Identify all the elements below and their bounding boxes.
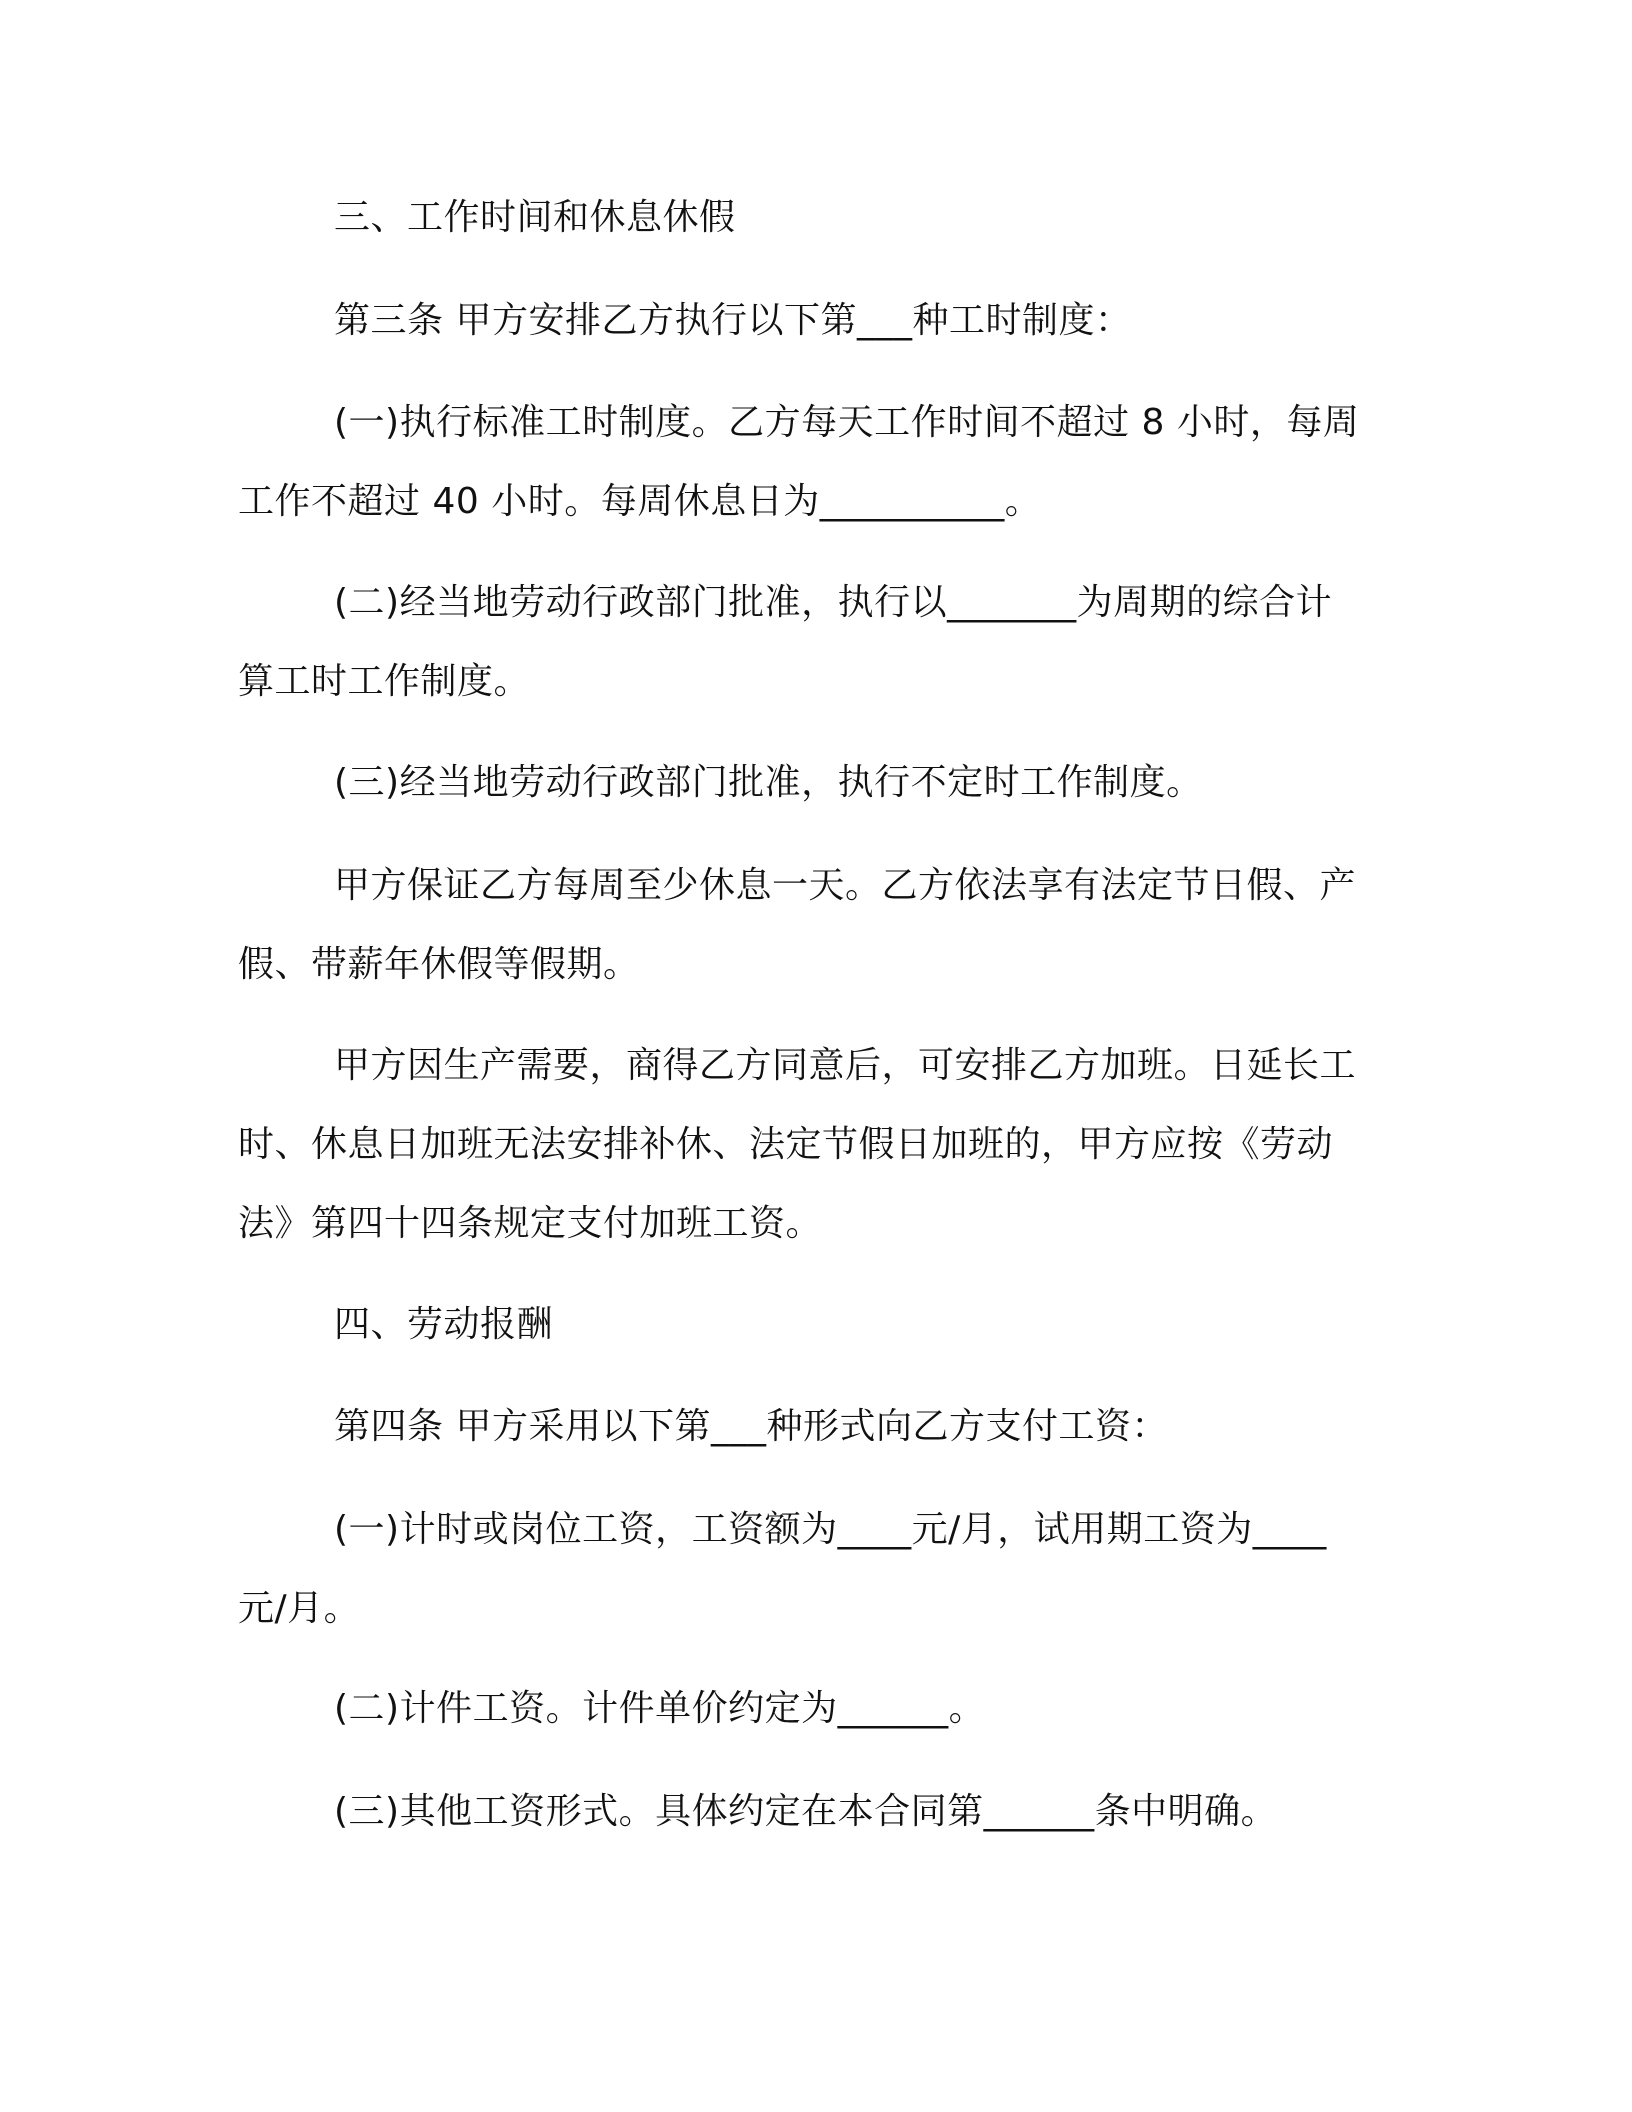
- paragraph-line: 工作不超过 40 小时。每周休息日为__________。: [238, 481, 1042, 522]
- paragraph-line: 第三条 甲方安排乙方执行以下第___种工时制度：: [334, 300, 1132, 341]
- paragraph-line: 假、带薪年休假等假期。: [238, 944, 640, 985]
- section-three-heading: [238, 178, 1388, 257]
- paragraph-line: (三)其他工资形式。具体约定在本合同第______条中明确。: [334, 1791, 1278, 1832]
- rest-days-paragraph: [238, 846, 1388, 1004]
- paragraph-line: 法》第四十四条规定支付加班工资。: [238, 1203, 823, 1244]
- paragraph-line: (二)经当地劳动行政部门批准，执行以_______为周期的综合计: [334, 582, 1333, 623]
- paragraph-line: (二)计件工资。计件单价约定为______。: [334, 1688, 986, 1729]
- article-four-item-two: [238, 1669, 1388, 1748]
- paragraph-line: 时、休息日加班无法安排补休、法定节假日加班的，甲方应按《劳动: [238, 1124, 1334, 1165]
- article-three-item-two: [238, 563, 1388, 721]
- paragraph-line: (一)计时或岗位工资，工资额为____元/月，试用期工资为____: [334, 1509, 1327, 1550]
- article-three-item-one: [238, 383, 1388, 541]
- paragraph-line: 甲方因生产需要，商得乙方同意后，可安排乙方加班。日延长工: [334, 1045, 1357, 1086]
- paragraph-line: (一)执行标准工时制度。乙方每天工作时间不超过 8 小时，每周: [334, 402, 1360, 443]
- paragraph-line: 第四条 甲方采用以下第___种形式向乙方支付工资：: [334, 1406, 1168, 1447]
- article-three: [238, 281, 1388, 360]
- paragraph-line: 元/月。: [238, 1588, 361, 1629]
- paragraph-line: (三)经当地劳动行政部门批准，执行不定时工作制度。: [334, 762, 1203, 803]
- heading-text: 四、劳动报酬: [334, 1304, 554, 1345]
- paragraph-line: 算工时工作制度。: [238, 661, 531, 702]
- article-four-item-three: [238, 1772, 1388, 1851]
- article-four-item-one: [238, 1490, 1388, 1648]
- article-four: [238, 1387, 1388, 1466]
- paragraph-line: 甲方保证乙方每周至少休息一天。乙方依法享有法定节日假、产: [334, 865, 1357, 906]
- article-three-item-three: [238, 743, 1388, 822]
- section-four-heading: [238, 1285, 1388, 1364]
- overtime-paragraph: [238, 1026, 1388, 1263]
- heading-text: 三、工作时间和休息休假: [334, 197, 736, 238]
